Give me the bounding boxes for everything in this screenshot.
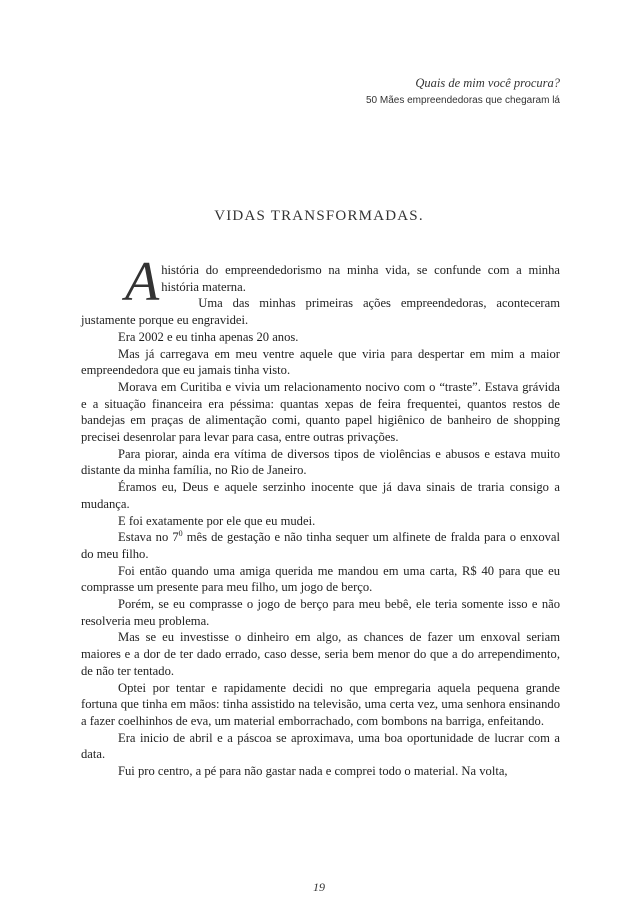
- ordinal-superscript: 0: [178, 529, 183, 539]
- paragraph: Mas já carregava em meu ventre aquele que viria para despertar em mim a maior empreendedora que eu jamais tinha visto.: [81, 346, 560, 378]
- book-title: Quais de mim você procura?: [415, 76, 560, 90]
- paragraph: Uma das minhas primeiras ações empreendedoras, aconteceram justamente porque eu engravidei.: [81, 296, 560, 328]
- paragraph: Éramos eu, Deus e aquele serzinho inocente que já dava sinais de traria consigo a mudança.: [81, 480, 560, 511]
- paragraph: [81, 529, 560, 562]
- paragraph-text: história do empreendedorismo na minha vida, se confunde com a minha história materna.: [161, 263, 560, 294]
- drop-cap: A: [125, 251, 160, 313]
- paragraph: Mas se eu investisse o dinheiro em algo, as chances de fazer um enxoval seriam maiores e a dor de ter dado errado, caso desse, seria bem menor do que a do arrependimento, de não ter tentado.: [81, 630, 560, 678]
- paragraph: Era 2002 e eu tinha apenas 20 anos.: [118, 329, 299, 344]
- paragraph: E foi exatamente por ele que eu mudei.: [118, 513, 316, 528]
- body-text: [81, 251, 560, 780]
- paragraph-text: Estava no 7: [118, 530, 179, 545]
- paragraph: Optei por tentar e rapidamente decidi no que empregaria aquela pequena grande fortuna que tinha em mãos: tinha assistido na televisão, uma certa vez, uma senhora ensinando a fazer coelhinhos de eva, um material emborrachado, com bombons na barriga, enfeitando.: [81, 680, 560, 728]
- paragraph: Para piorar, ainda era vítima de diversos tipos de violências e abusos e estava muito distante da minha família, no Rio de Janeiro.: [81, 446, 560, 478]
- paragraph-text: mês de gestação e não tinha sequer um alfinete de fralda para o enxoval do meu filho.: [81, 530, 560, 561]
- chapter-title: VIDAS TRANSFORMADAS.: [214, 208, 424, 224]
- page-number: 19: [313, 880, 325, 894]
- paragraph: Era inicio de abril e a páscoa se aproximava, uma boa oportunidade de lucrar com a data.: [81, 730, 560, 762]
- paragraph: Foi então quando uma amiga querida me mandou em uma carta, R$ 40 para que eu comprasse um presente para meu filho, um jogo de berço.: [81, 563, 560, 595]
- book-subtitle: 50 Mães empreendedoras que chegaram lá: [365, 95, 560, 106]
- paragraph: Morava em Curitiba e vivia um relacionamento nocivo com o “traste”. Estava grávida e a situação financeira era péssima: quantas xepas de feira frequentei, quantos restos de bandejas em praças de alimentação comi, quanto papel higiênico de banheiro de shopping precisei desenrolar para levar para casa, entre outras privações.: [81, 379, 560, 445]
- running-header: [366, 76, 560, 108]
- paragraph: Fui pro centro, a pé para não gastar nada e comprei todo o material. Na volta,: [118, 764, 508, 779]
- paragraph: Porém, se eu comprasse o jogo de berço para meu bebê, ele teria somente isso e não resolveria meu problema.: [81, 597, 560, 628]
